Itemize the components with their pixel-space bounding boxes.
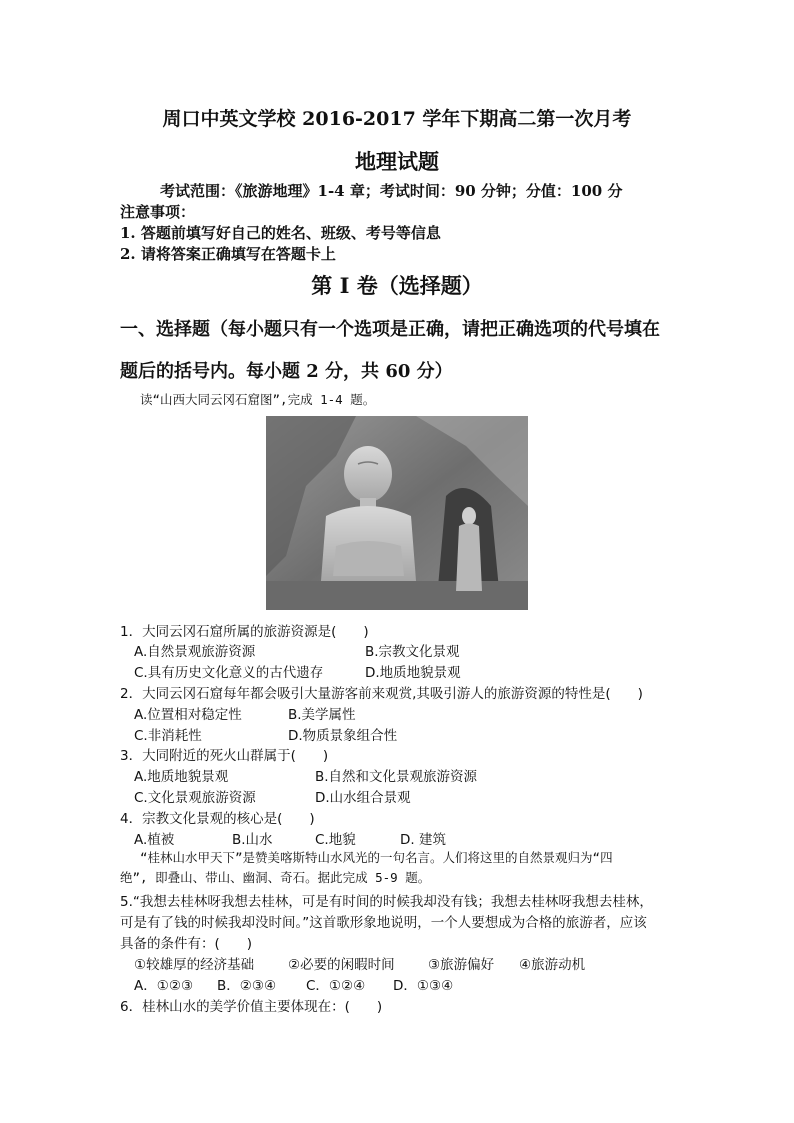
- question-5-option-a: A．①②③: [134, 978, 194, 994]
- question-4-stem: 4．宗教文化景观的核心是( ): [120, 811, 315, 827]
- question-2-option-d: D.物质景象组合性: [288, 728, 398, 744]
- question-5-item: ①较雄厚的经济基础: [134, 957, 255, 973]
- question-3-option-b: B.自然和文化景观旅游资源: [315, 769, 478, 785]
- question-1-option-b: B.宗教文化景观: [365, 644, 460, 660]
- question-3-option-a: A.地质地貌景观: [134, 769, 229, 785]
- question-4-option-c: C.地貌: [315, 832, 356, 848]
- exam-title: 周口中英文学校 2016-2017 学年下期高二第一次月考: [162, 108, 632, 130]
- intro-text: 绝”, 即叠山、带山、幽洞、奇石。据此完成 5-9 题。: [120, 870, 431, 885]
- question-1-stem: 1．大同云冈石窟所属的旅游资源是( ): [120, 624, 369, 640]
- question-5-item: ④旅游动机: [519, 957, 586, 973]
- question-5-stem: 具备的条件有：( ): [120, 936, 253, 952]
- question-3-stem: 3．大同附近的死火山群属于( ): [120, 748, 329, 764]
- question-1-option-a: A.自然景观旅游资源: [134, 644, 256, 660]
- question-4-option-d: D. 建筑: [400, 832, 446, 848]
- question-1-option-d: D.地质地貌景观: [365, 665, 461, 681]
- part-title: 第 I 卷（选择题）: [311, 273, 483, 298]
- intro-text: “桂林山水甲天下”是赞美喀斯特山水风光的一句名言。人们将这里的自然景观归为“四: [140, 850, 613, 865]
- exam-info: 考试范围：《旅游地理》1-4 章；考试时间：90 分钟；分值：100 分: [160, 182, 623, 200]
- section-heading-line2: 题后的括号内。每小题 2 分，共 60 分）: [120, 361, 453, 382]
- question-3-option-c: C.文化景观旅游资源: [134, 790, 256, 806]
- question-3-option-d: D.山水组合景观: [315, 790, 411, 806]
- notice-heading: 注意事项：: [120, 203, 196, 221]
- question-6-stem: 6．桂林山水的美学价值主要体现在：( ): [120, 999, 383, 1015]
- intro-text: 读“山西大同云冈石窟图”,完成 1-4 题。: [140, 392, 376, 407]
- question-4-option-b: B.山水: [232, 832, 273, 848]
- subject-title: 地理试题: [355, 149, 439, 174]
- notice-item: 1. 答题前填写好自己的姓名、班级、考号等信息: [120, 224, 441, 242]
- question-2-option-b: B.美学属性: [288, 707, 356, 723]
- question-5-stem: 可是有了钱的时候我却没时间。”这首歌形象地说明，一个人要想成为合格的旅游者，应该: [120, 915, 647, 931]
- yungang-grottoes-photo: [266, 416, 528, 610]
- question-2-option-c: C.非消耗性: [134, 728, 202, 744]
- question-5-stem: 5.“我想去桂林呀我想去桂林，可是有时间的时候我却没有钱；我想去桂林呀我想去桂林，: [120, 894, 653, 910]
- question-4-option-a: A.植被: [134, 832, 175, 848]
- question-5-item: ②必要的闲暇时间: [288, 957, 395, 973]
- notice-item: 2. 请将答案正确填写在答题卡上: [120, 245, 336, 263]
- section-heading-line1: 一、选择题（每小题只有一个选项是正确，请把正确选项的代号填在: [120, 319, 660, 340]
- question-1-option-c: C.具有历史文化意义的古代遗存: [134, 665, 324, 681]
- question-5-option-c: C．①②④: [306, 978, 366, 994]
- question-2-stem: 2．大同云冈石窟每年都会吸引大量游客前来观赏,其吸引游人的旅游资源的特性是( ): [120, 686, 643, 702]
- question-2-option-a: A.位置相对稳定性: [134, 707, 242, 723]
- question-5-option-b: B．②③④: [217, 978, 277, 994]
- question-5-item: ③旅游偏好: [428, 957, 495, 973]
- question-5-option-d: D．①③④: [393, 978, 454, 994]
